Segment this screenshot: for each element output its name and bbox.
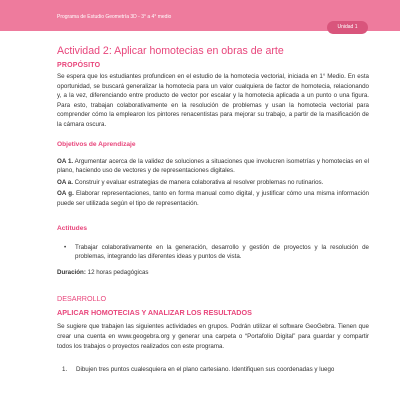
objective-text: Elaborar representaciones, tanto en forma manual como digital, y justificar cómo una misma información puede ser utilizada según el tipo de representación. (57, 190, 369, 207)
unit-badge: Unidad 1 (327, 21, 368, 34)
development-subtitle: APLICAR HOMOTECIAS Y ANALIZAR LOS RESULTADOS (57, 308, 252, 318)
bullet-icon: • (64, 243, 67, 251)
program-title: Programa de Estudio Geometría 3D - 3° a 4° medio (57, 14, 172, 20)
step-number: 1. (62, 366, 68, 374)
objective-code: OA g. (57, 190, 74, 198)
objective-item (57, 157, 369, 176)
activity-title: Actividad 2: Aplicar homotecias en obras de arte (57, 45, 284, 57)
document-body (57, 44, 369, 375)
header-bar (0, 0, 400, 31)
attitude-text: Trabajar colaborativamente en la generación, desarrollo y gestión de proyectos y la resolución de problemas, integrando las diferentes ideas y puntos de vista. (75, 243, 369, 261)
list-item (62, 365, 369, 375)
list-item (64, 243, 369, 262)
attitudes-list (57, 243, 369, 262)
purpose-label: PROPÓSITO (57, 62, 101, 69)
duration-label: Duración: (57, 268, 86, 276)
objective-text: Argumentar acerca de la validez de soluciones a situaciones que involucren isometrías y homotecias en el plano, haciendo uso de vectores y de representaciones digitales. (57, 157, 369, 175)
purpose-text: Se espera que los estudiantes profundicen en el estudio de la homotecia vectorial, iniciada en 1° Medio. En esta oportunidad, se buscará generalizar la homotecia para un valor cualquiera de factor de homotecia, relacionando y, a la vez, diferenciando entre producto de vector por escalar y la homotecia aplicada a un punto o una figura. Para esto, trabajan colaborativamente en la resolución de problemas y usan la homotecia vectorial para comprender cómo la emplearon los pintores renacentistas para mejorar su trabajo, a partir de la masificación de la cámara oscura. (57, 73, 369, 128)
duration-value: 12 horas pedagógicas (87, 268, 149, 276)
objective-code: OA a. (57, 178, 73, 186)
objectives-label: Objetivos de Aprendizaje (57, 140, 136, 148)
step-text: Dibujen tres puntos cualesquiera en el plano cartesiano. Identifiquen sus coordenadas y luego (76, 366, 335, 374)
objective-text: Construir y evaluar estrategias de manera colaborativa al resolver problemas no rutinarios. (74, 178, 324, 186)
objective-item (57, 178, 369, 188)
objective-code: OA 1. (57, 157, 74, 165)
steps-list (57, 365, 369, 375)
objective-item (57, 189, 369, 208)
attitudes-label: Actitudes (57, 224, 88, 232)
development-intro: Se sugiere que trabajen las siguientes actividades en grupos. Podrán utilizar el software GeoGebra. Tienen que crear una cuenta en www.geogebra.org y generar una carpeta o “Portafolio Digital” para guardar y compartir todos los trabajos o proyectos realizados con este programa. (57, 323, 369, 350)
duration (57, 268, 369, 278)
development-label: DESARROLLO (57, 294, 107, 304)
